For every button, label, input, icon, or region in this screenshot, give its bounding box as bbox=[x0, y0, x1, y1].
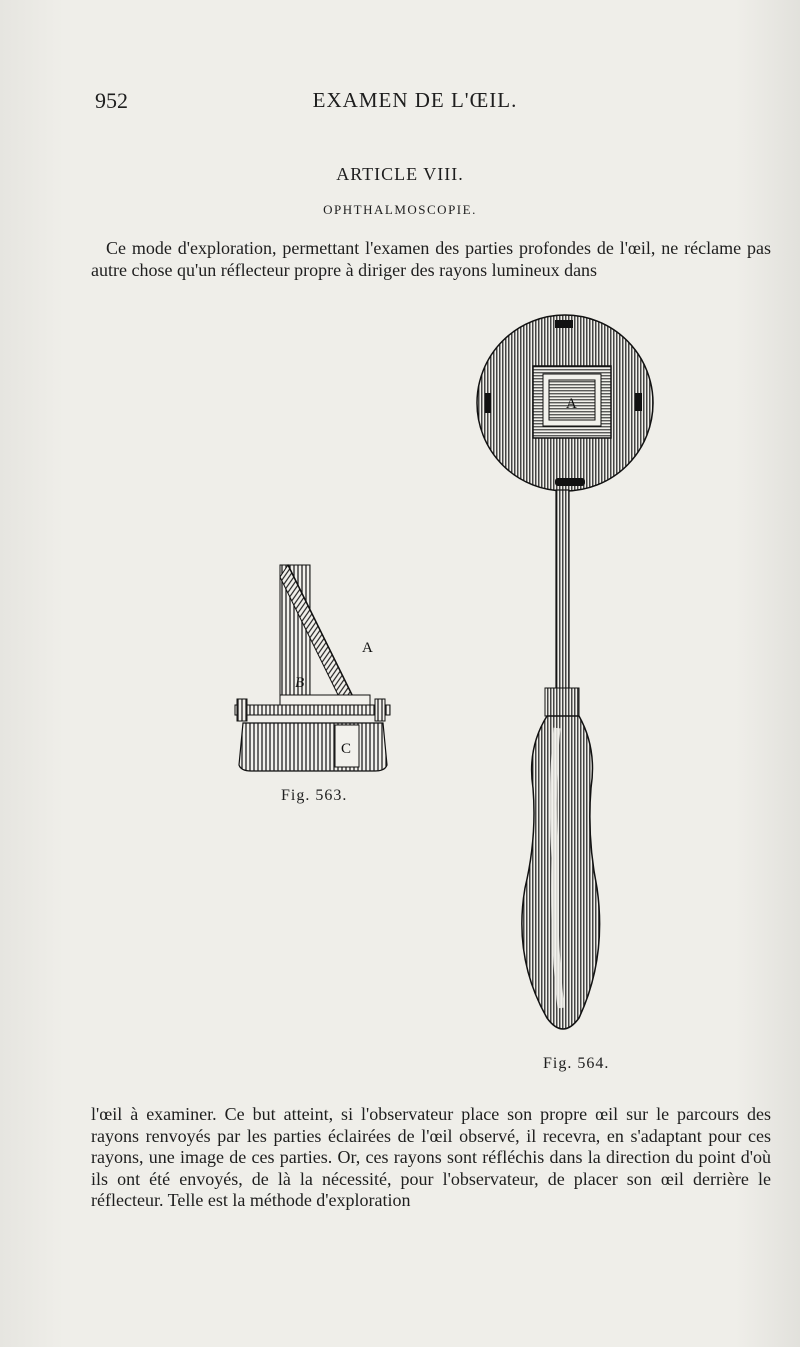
figure-563-label-a: A bbox=[362, 640, 373, 656]
figure-564-illustration bbox=[475, 318, 660, 1038]
figure-563-label-b: B bbox=[295, 675, 305, 691]
paragraph-intro: Ce mode d'exploration, permettant l'examen des parties profondes de l'œil, ne réclame pas autre chose qu'un réflecteur propre à diriger des rayons lumineux dans bbox=[91, 238, 771, 280]
figure-564-label-a: A bbox=[566, 396, 577, 412]
figure-564-caption: Fig. 564. bbox=[543, 1055, 610, 1072]
article-title: ARTICLE VIII. bbox=[336, 164, 464, 184]
paragraph-continued: l'œil à examiner. Ce but atteint, si l'observateur place son propre œil sur le parcours des rayons renvoyés par les parties éclairées de l'œil observé, il recevra, en s'adaptant pour ces rayons, une image de ces parties. Or, ces rayons sont réfléchis dans la direction du point d'où ils ont été envoyés, de là la nécessité, pour l'observateur, de placer son œil derrière le réflecteur. Telle est la méthode d'exploration bbox=[91, 1104, 771, 1210]
running-head: EXAMEN DE L'ŒIL. bbox=[312, 88, 518, 112]
figure-563-caption: Fig. 563. bbox=[281, 787, 348, 804]
section-title: OPHTHALMOSCOPIE. bbox=[323, 202, 477, 217]
figure-563-illustration bbox=[225, 555, 400, 780]
page-number: 952 bbox=[95, 88, 128, 113]
page-header bbox=[95, 88, 735, 118]
figure-563-label-c: C bbox=[341, 741, 352, 757]
